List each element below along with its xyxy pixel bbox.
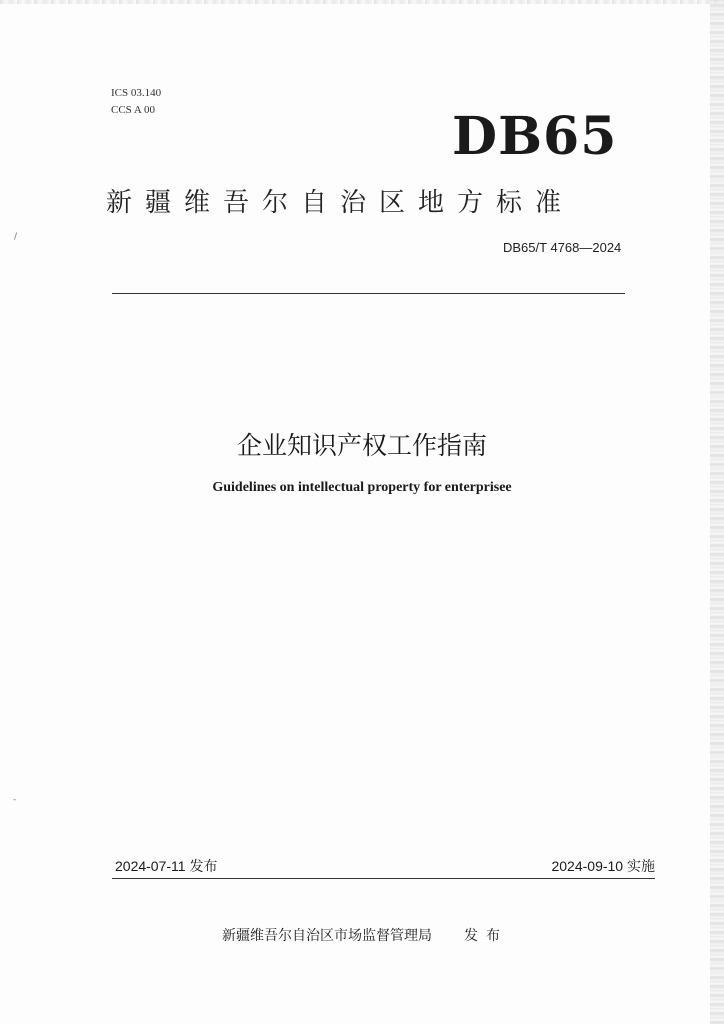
issuer-line [222,925,508,945]
classification-codes [111,85,161,119]
scan-speck: - [13,795,17,805]
scan-speck: / [14,232,18,242]
header-divider [112,293,625,294]
standard-type-heading: 新疆维吾尔自治区地方标准 [106,188,575,218]
publish-date: 2024-07-11 发布 [115,858,218,874]
db-logo: DB65 [452,106,618,167]
issuer-action: 发布 [464,928,508,944]
standard-number: DB65/T 4768—2024 [503,240,622,255]
implement-date: 2024-09-10 实施 [551,858,655,874]
ccs-code: CCS A 00 [111,104,156,116]
footer-divider [112,878,655,879]
document-title-english: Guidelines on intellectual property for enterprisee [212,480,512,495]
document-title-chinese: 企业知识产权工作指南 [236,431,487,460]
scan-noise-top [0,0,724,4]
scan-noise-right [710,0,724,1024]
issuer-name: 新疆维吾尔自治区市场监督管理局 [222,928,432,944]
ics-code: ICS 03.140 [111,87,162,99]
